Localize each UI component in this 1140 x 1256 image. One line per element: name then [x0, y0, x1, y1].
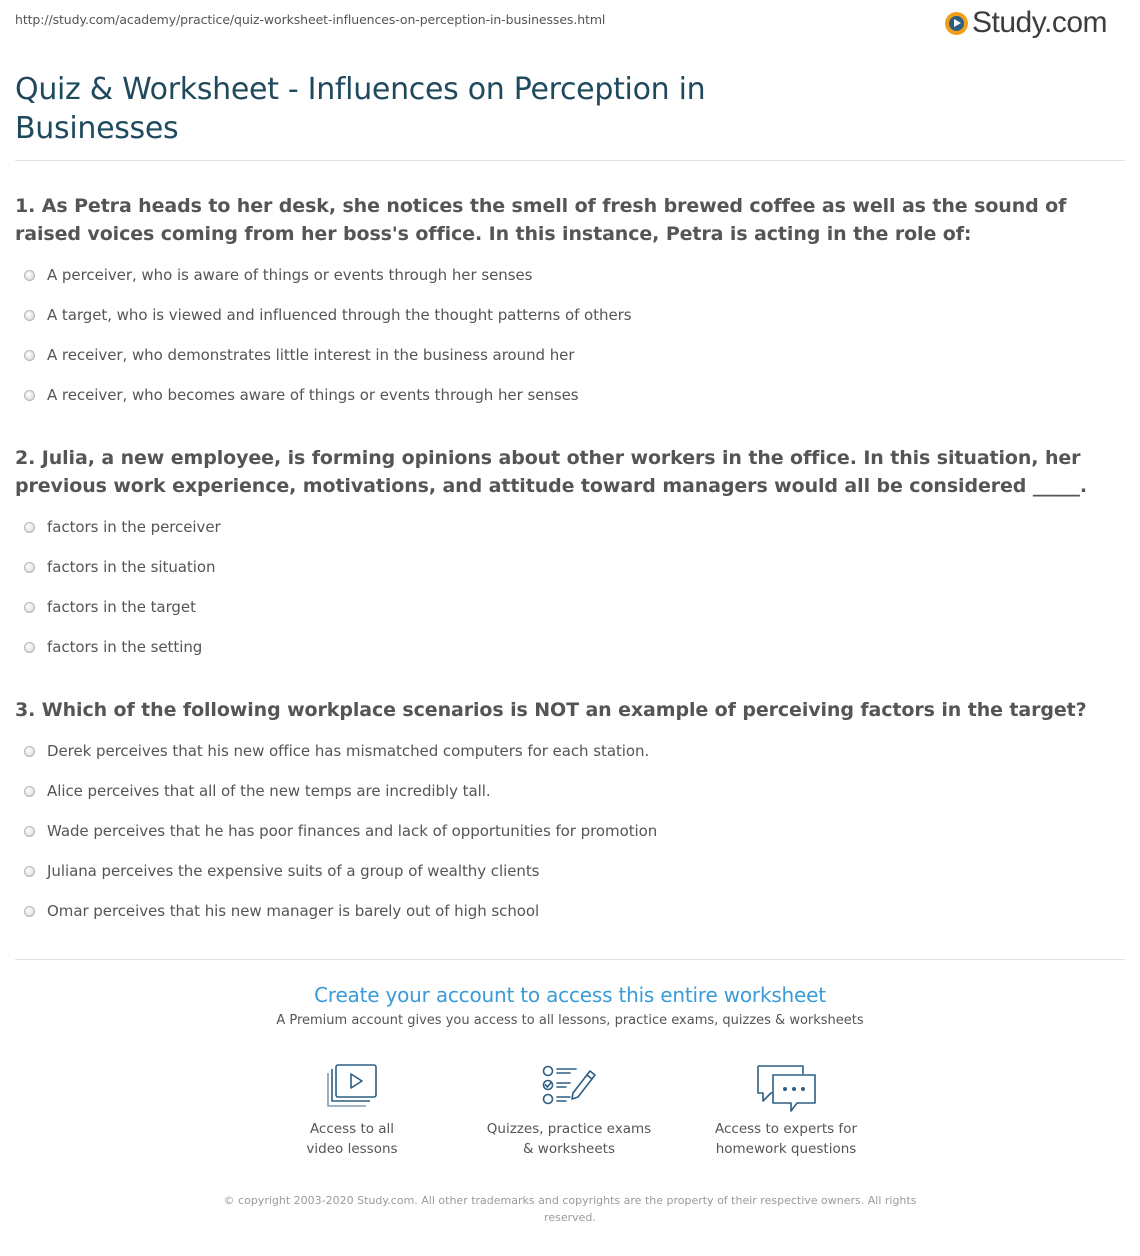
- feature-video-lessons: [252, 1063, 452, 1159]
- divider: [15, 160, 1125, 161]
- answer-option[interactable]: [15, 255, 1125, 295]
- radio-button[interactable]: [24, 786, 35, 797]
- feature-label-line-2: video lessons: [306, 1141, 398, 1157]
- radio-button[interactable]: [24, 906, 35, 917]
- answer-option[interactable]: [15, 507, 1125, 547]
- study-logo[interactable]: [945, 6, 1107, 40]
- feature-label-line-1: Access to experts for: [714, 1121, 857, 1137]
- radio-button[interactable]: [24, 826, 35, 837]
- cta-title[interactable]: Create your account to access this entire worksheet: [314, 983, 826, 1007]
- answer-option[interactable]: [15, 731, 1125, 771]
- answer-text: Derek perceives that his new office has mismatched computers for each station.: [47, 742, 650, 760]
- answer-list: [15, 507, 1125, 667]
- answer-text: Omar perceives that his new manager is barely out of high school: [47, 902, 540, 920]
- radio-button[interactable]: [24, 866, 35, 877]
- answer-option[interactable]: [15, 851, 1125, 891]
- radio-button[interactable]: [24, 310, 35, 321]
- radio-button[interactable]: [24, 522, 35, 533]
- question-3: [15, 696, 1125, 931]
- answer-option[interactable]: [15, 891, 1125, 931]
- logo-text: Study.com: [972, 6, 1107, 39]
- question-text: 2. Julia, a new employee, is forming opinions about other workers in the office. In this situation, her previous work experience, motivations, and attitude toward managers would all be considered _____.: [15, 447, 1087, 497]
- answer-list: [15, 731, 1125, 931]
- radio-button[interactable]: [24, 602, 35, 613]
- radio-button[interactable]: [24, 350, 35, 361]
- page-title: Quiz & Worksheet - Influences on Perception in Businesses: [15, 72, 706, 146]
- answer-text: factors in the perceiver: [47, 518, 221, 536]
- answer-text: A receiver, who becomes aware of things or events through her senses: [47, 386, 579, 404]
- quiz-checklist-icon: [540, 1063, 598, 1109]
- divider: [15, 959, 1125, 960]
- answer-option[interactable]: [15, 335, 1125, 375]
- answer-text: Alice perceives that all of the new temps are incredibly tall.: [47, 782, 491, 800]
- answer-text: factors in the situation: [47, 558, 216, 576]
- cta-subtitle: A Premium account gives you access to all lessons, practice exams, quizzes & worksheets: [276, 1013, 864, 1028]
- play-circle-icon: [945, 12, 968, 35]
- feature-label-line-1: Access to all: [309, 1121, 395, 1137]
- radio-button[interactable]: [24, 390, 35, 401]
- answer-text: factors in the target: [47, 598, 196, 616]
- answer-option[interactable]: [15, 811, 1125, 851]
- feature-label-line-2: homework questions: [715, 1141, 857, 1157]
- video-lessons-icon: [324, 1063, 380, 1109]
- answer-text: A target, who is viewed and influenced through the thought patterns of others: [47, 306, 632, 324]
- feature-label: [469, 1119, 669, 1159]
- radio-button[interactable]: [24, 562, 35, 573]
- answer-text: Juliana perceives the expensive suits of a group of wealthy clients: [47, 862, 540, 880]
- question-text: 3. Which of the following workplace scenarios is NOT an example of perceiving factors in the target?: [15, 699, 1087, 721]
- feature-experts: [686, 1063, 886, 1159]
- answer-text: Wade perceives that he has poor finances and lack of opportunities for promotion: [47, 822, 658, 840]
- answer-option[interactable]: [15, 375, 1125, 415]
- copyright-text: © copyright 2003-2020 Study.com. All other trademarks and copyrights are the property of their respective owners. All rights reserved.: [223, 1194, 917, 1224]
- answer-text: factors in the setting: [47, 638, 203, 656]
- page-url: http://study.com/academy/practice/quiz-worksheet-influences-on-perception-in-businesses.html: [15, 12, 606, 27]
- answer-list: [15, 255, 1125, 415]
- feature-quizzes: [469, 1063, 669, 1159]
- answer-option[interactable]: [15, 547, 1125, 587]
- feature-label-line-1: Quizzes, practice exams: [486, 1121, 652, 1137]
- answer-option[interactable]: [15, 587, 1125, 627]
- feature-label: [686, 1119, 886, 1159]
- answer-text: A receiver, who demonstrates little interest in the business around her: [47, 346, 575, 364]
- feature-label: [252, 1119, 452, 1159]
- radio-button[interactable]: [24, 746, 35, 757]
- answer-option[interactable]: [15, 627, 1125, 667]
- question-text: 1. As Petra heads to her desk, she notices the smell of fresh brewed coffee as well as the sound of raised voices coming from her boss's office. In this instance, Petra is acting in the role of:: [15, 195, 1067, 245]
- question-1: [15, 192, 1125, 415]
- answer-text: A perceiver, who is aware of things or events through her senses: [47, 266, 533, 284]
- feature-label-line-2: & worksheets: [522, 1141, 615, 1157]
- chat-bubbles-icon: [753, 1063, 819, 1115]
- answer-option[interactable]: [15, 295, 1125, 335]
- answer-option[interactable]: [15, 771, 1125, 811]
- radio-button[interactable]: [24, 642, 35, 653]
- question-2: [15, 444, 1125, 667]
- radio-button[interactable]: [24, 270, 35, 281]
